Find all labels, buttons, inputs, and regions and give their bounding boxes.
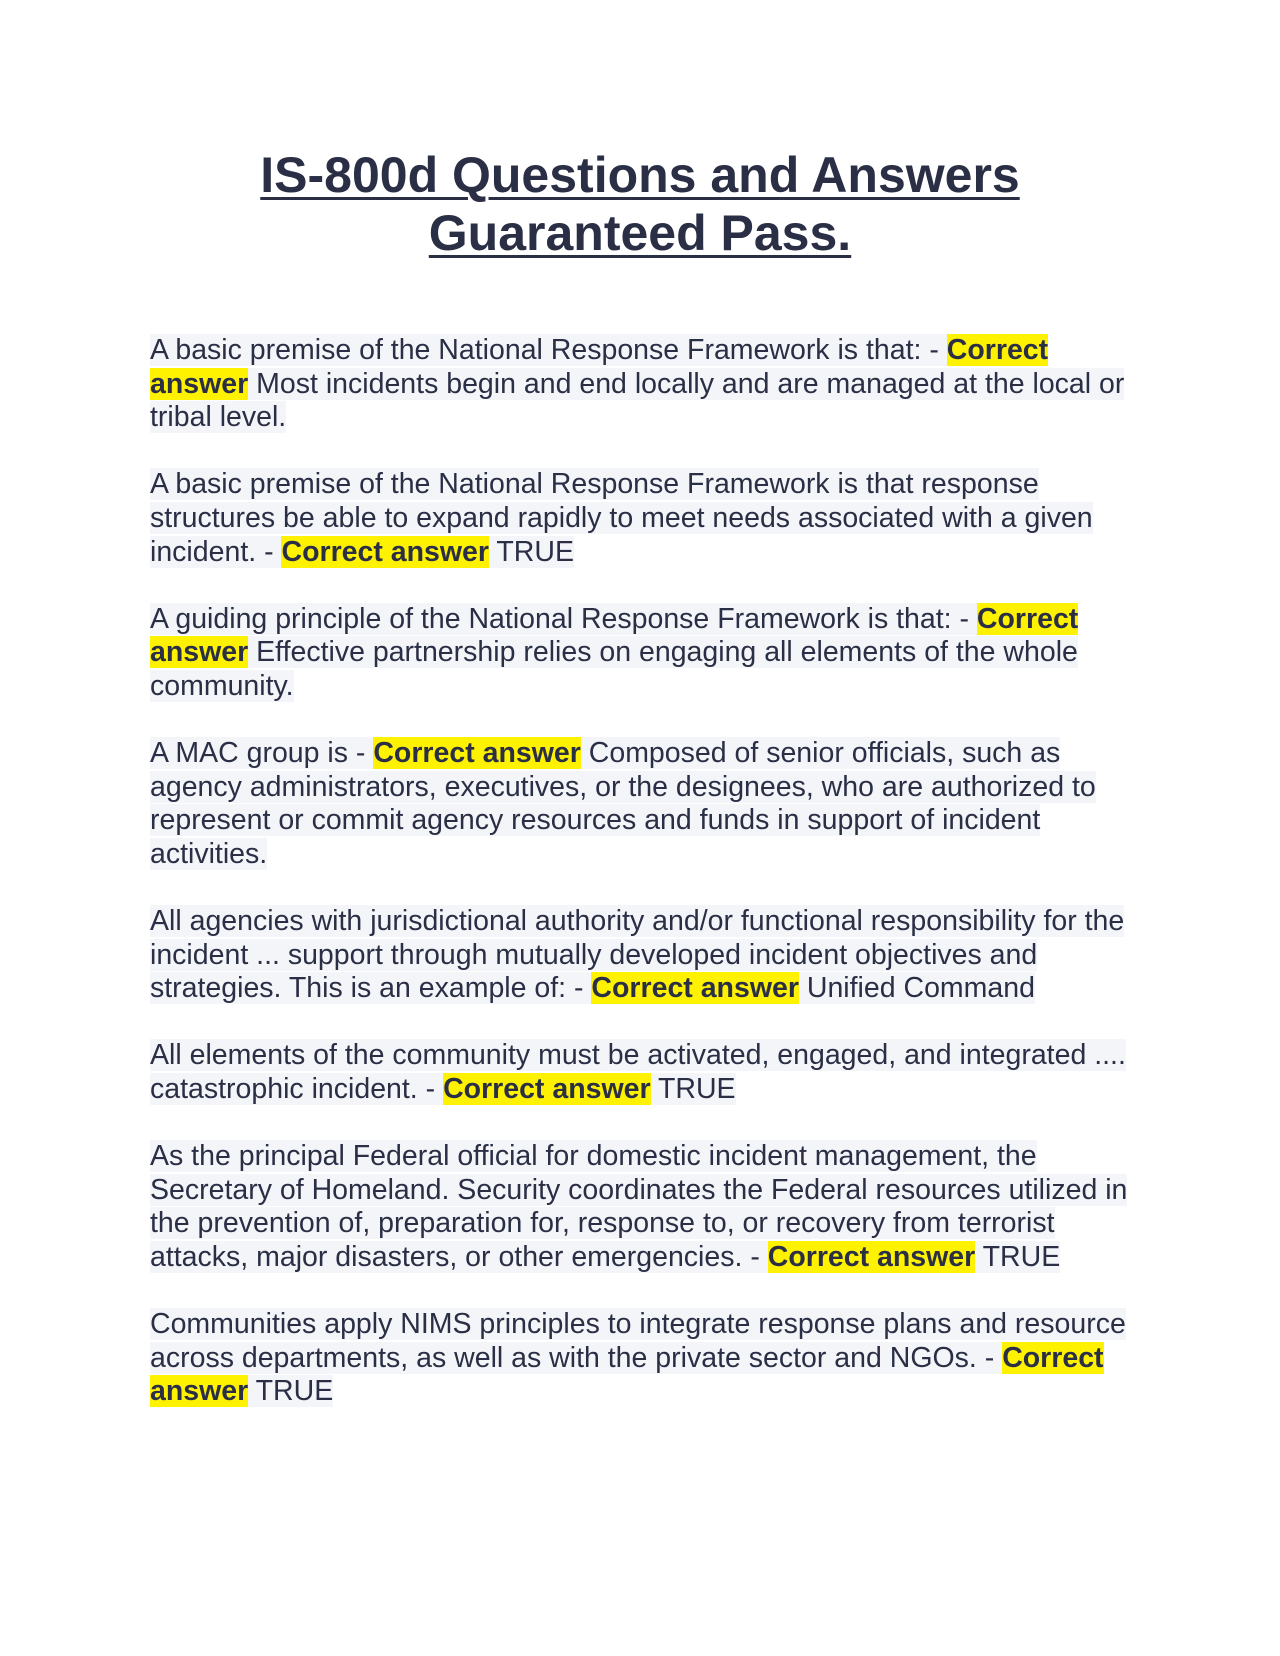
- qa-item: [150, 468, 1132, 569]
- document-title: IS-800d Questions and Answers Guaranteed Pass.: [260, 147, 1020, 261]
- answer-text: Effective partnership relies on engaging all elements of the whole community.: [150, 636, 1078, 702]
- answer-text: TRUE: [975, 1241, 1061, 1274]
- answer-text: Composed of senior officials, such as agency administrators, executives, or the designees, who are authorized to represent or commit agency resources and funds in support of incident activities.: [150, 737, 1096, 870]
- question-text: A MAC group is -: [150, 737, 374, 770]
- correct-answer-label: Correct answer: [150, 334, 1049, 400]
- question-text: A guiding principle of the National Response Framework is that: -: [150, 602, 977, 635]
- correct-answer-label: Correct answer: [150, 1341, 1104, 1408]
- answer-text: Most incidents begin and end locally and are managed at the local or tribal level.: [150, 367, 1125, 434]
- answer-text: Unified Command: [798, 972, 1035, 1005]
- question-text: All elements of the community must be activated, engaged, and integrated .... catastrophic incident. -: [150, 1039, 1126, 1106]
- question-text: Communities apply NIMS principles to integrate response plans and resource across departments, as well as with the private sector and NGOs. -: [150, 1308, 1126, 1374]
- correct-answer-label: Correct answer: [373, 737, 581, 770]
- question-text: As the principal Federal official for domestic incident management, the Secretary of Homeland. Security coordinates the Federal resources utilized in the prevention of, preparation for, response to, or recovery from terrorist attacks, major disasters, or other emergencies. -: [150, 1140, 1128, 1274]
- correct-answer-label: Correct answer: [591, 972, 799, 1005]
- correct-answer-label: Correct answer: [281, 535, 489, 568]
- qa-item: [150, 334, 1132, 435]
- qa-list: [150, 334, 1132, 1443]
- qa-item: [150, 905, 1132, 1006]
- qa-item: [150, 1039, 1132, 1106]
- correct-answer-label: Correct answer: [443, 1073, 651, 1106]
- qa-item: [150, 603, 1132, 704]
- answer-text: TRUE: [489, 535, 574, 568]
- correct-answer-label: Correct answer: [150, 602, 1079, 669]
- qa-item: [150, 1308, 1132, 1409]
- answer-text: TRUE: [248, 1375, 334, 1408]
- answer-text: TRUE: [650, 1073, 736, 1106]
- qa-item: [150, 1140, 1132, 1274]
- correct-answer-label: Correct answer: [767, 1241, 976, 1274]
- question-text: A basic premise of the National Response Framework is that response structures be able to expand rapidly to meet needs associated with a given incident. -: [150, 468, 1093, 568]
- qa-item: [150, 737, 1132, 871]
- question-text: All agencies with jurisdictional authority and/or functional responsibility for the incident ... support through mutually developed incident objectives and strategies. This is an example of: -: [150, 905, 1125, 1005]
- question-text: A basic premise of the National Response Framework is that: -: [150, 334, 947, 366]
